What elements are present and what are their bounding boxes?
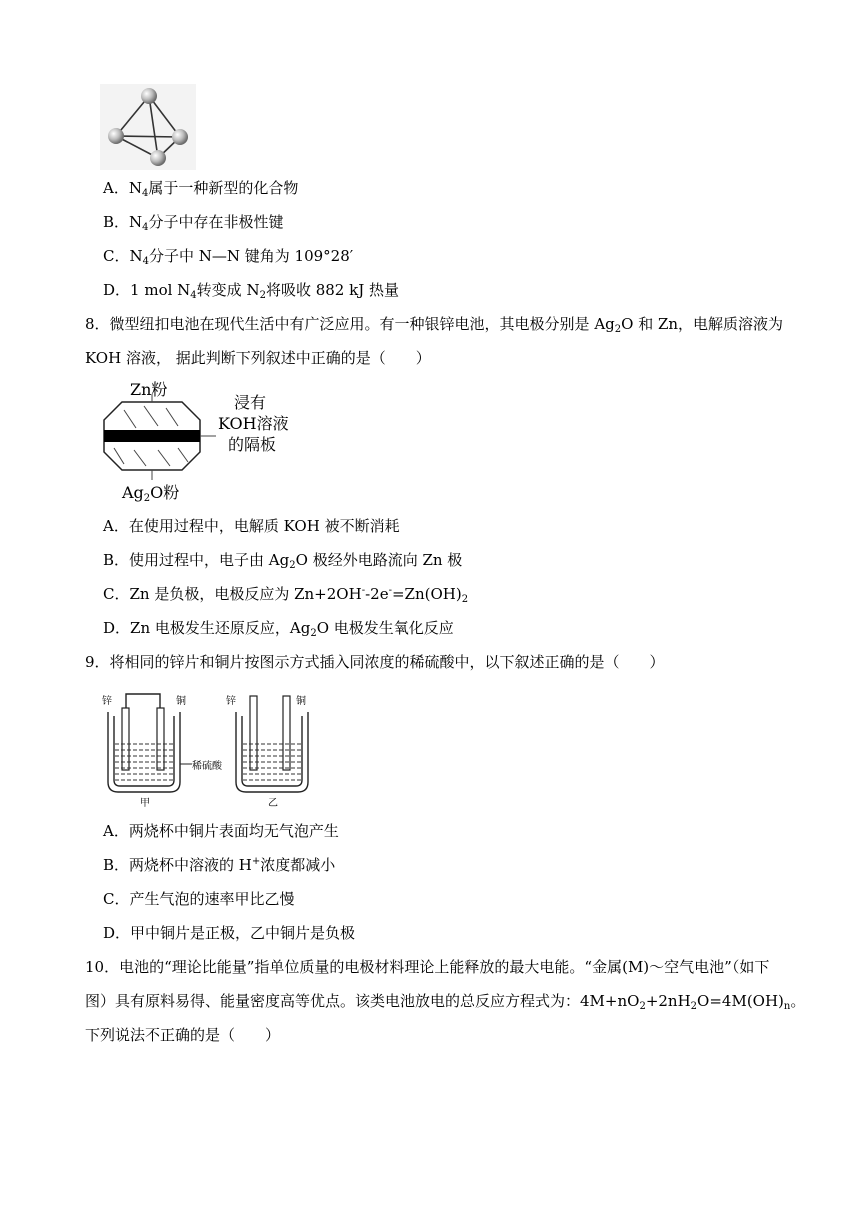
q8-option-c: C．Zn 是负极，电极反应为 $Zn+2OH^--2e^-=Zn(OH)_2$ xyxy=(103,585,469,605)
q10-line2: 图）具有原料易得、能量密度高等优点。该类电池放电的总反应方程式为：$4M+nO_2+2nH_2O=4M(OH)_n$。 xyxy=(85,992,806,1012)
atom-bottom xyxy=(150,150,166,166)
zn-powder-label: Zn粉 xyxy=(130,380,168,399)
q7-option-a: A．$N_4$属于一种新型的化合物 xyxy=(103,179,299,199)
beaker1-zinc-plate xyxy=(122,708,129,770)
atom-right xyxy=(172,129,188,145)
acid-label: 稀硫酸 xyxy=(192,761,222,772)
q9-option-a: A．两烧杯中铜片表面均无气泡产生 xyxy=(103,822,339,840)
beaker2-copper-plate xyxy=(283,696,290,770)
copper-label-2: 铜 xyxy=(296,696,306,707)
atom-left xyxy=(108,128,124,144)
q9-option-d: D．甲中铜片是正极，乙中铜片是负极 xyxy=(103,924,356,942)
q8-option-d: D．Zn 电极发生还原反应，$Ag_2O$ 电极发生氧化反应 xyxy=(103,619,454,639)
beaker1-copper-plate xyxy=(157,708,164,770)
separator-label-3: 的隔板 xyxy=(228,435,277,454)
beaker2-zinc-plate xyxy=(250,696,257,770)
n4-molecule-figure xyxy=(100,84,196,170)
q9-option-c: C．产生气泡的速率甲比乙慢 xyxy=(103,890,295,908)
q8-option-b: B．使用过程中，电子由 $Ag_2O$ 极经外电路流向 Zn 极 xyxy=(103,551,463,571)
separator-plate xyxy=(104,430,200,442)
beaker1-label: 甲 xyxy=(140,798,150,809)
q8-stem-line1: 8．微型纽扣电池在现代生活中有广泛应用。有一种银锌电池，其电极分别是 $Ag_2O$ 和 Zn，电解质溶液为 xyxy=(85,315,784,335)
q8-stem-line2: KOH 溶液， 据此判断下列叙述中正确的是（ ） xyxy=(85,349,431,367)
beakers-figure xyxy=(100,686,330,808)
q7-option-c: C．$N_4$分子中 N—N 键角为 109°28′ xyxy=(103,247,354,267)
q10-line1: 10．电池的“理论比能量”指单位质量的电极材料理论上能释放的最大电能。“金属(M)～空气电池”（如下 xyxy=(85,958,770,976)
beaker2-label: 乙 xyxy=(268,798,278,809)
separator-label-1: 浸有 xyxy=(234,393,267,412)
copper-label-1: 铜 xyxy=(176,696,186,707)
q9-option-b: B．两烧杯中溶液的 H+浓度都减小 xyxy=(103,856,336,874)
zinc-label-1: 锌 xyxy=(102,696,112,707)
q9-stem: 9．将相同的锌片和铜片按图示方式插入同浓度的稀硫酸中，以下叙述正确的是（ ） xyxy=(85,653,665,671)
ag2o-powder-label: $Ag_2O$粉 xyxy=(122,483,180,504)
zinc-label-2: 锌 xyxy=(226,696,236,707)
q7-option-d: D．1 mol $N_4$转变成 $N_2$将吸收 882 kJ 热量 xyxy=(103,281,399,301)
q8-option-a: A．在使用过程中，电解质 KOH 被不断消耗 xyxy=(103,517,400,535)
q10-line3: 下列说法不正确的是（ ） xyxy=(85,1026,281,1044)
q7-option-b: B．$N_4$分子中存在非极性键 xyxy=(103,213,284,233)
atom-top xyxy=(141,88,157,104)
button-cell-figure xyxy=(100,380,320,502)
separator-label-2: KOH溶液 xyxy=(218,414,289,433)
